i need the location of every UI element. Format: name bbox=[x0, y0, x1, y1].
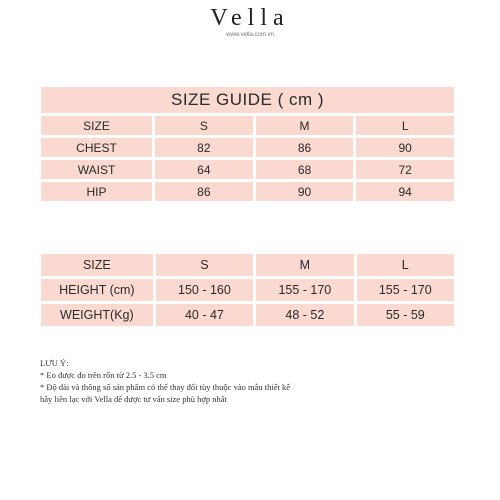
table-row bbox=[41, 160, 454, 179]
table-row bbox=[41, 138, 454, 157]
table-cell: 82 bbox=[155, 138, 256, 157]
table-row bbox=[41, 254, 454, 276]
table-cell: SIZE bbox=[41, 254, 156, 276]
table-cell: M bbox=[256, 254, 356, 276]
table-cell: 72 bbox=[356, 160, 454, 179]
height-weight-table bbox=[41, 251, 454, 329]
table-row bbox=[41, 182, 454, 201]
table-cell: HEIGHT (cm) bbox=[41, 279, 156, 301]
table-row bbox=[41, 279, 454, 301]
table-cell: 150 - 160 bbox=[156, 279, 256, 301]
table-cell: 155 - 170 bbox=[357, 279, 454, 301]
table-cell: 90 bbox=[356, 138, 454, 157]
table-cell: 90 bbox=[256, 182, 357, 201]
table-cell: 68 bbox=[256, 160, 357, 179]
table-cell: SIZE bbox=[41, 116, 155, 135]
table-cell: WEIGHT(Kg) bbox=[41, 304, 156, 326]
table-cell: 86 bbox=[256, 138, 357, 157]
brand-header bbox=[0, 4, 500, 38]
table-title-row bbox=[41, 87, 454, 113]
table-cell: L bbox=[356, 116, 454, 135]
table-cell: WAIST bbox=[41, 160, 155, 179]
table-cell: 48 - 52 bbox=[256, 304, 356, 326]
note-line: * Eo được đo trên rốn từ 2.5 - 3.5 cm bbox=[40, 370, 167, 380]
table-cell: CHEST bbox=[41, 138, 155, 157]
table-cell: 86 bbox=[155, 182, 256, 201]
brand-logo: Vella bbox=[210, 5, 290, 31]
notes-heading: LƯU Ý: bbox=[40, 358, 69, 368]
table-cell: 64 bbox=[155, 160, 256, 179]
brand-url: www.vella.com.vn bbox=[226, 32, 274, 38]
table-cell: 55 - 59 bbox=[357, 304, 454, 326]
table-cell: L bbox=[357, 254, 454, 276]
table-cell: 40 - 47 bbox=[156, 304, 256, 326]
notes-section bbox=[40, 357, 480, 405]
table-cell: S bbox=[156, 254, 256, 276]
table-cell: HIP bbox=[41, 182, 155, 201]
table-cell: S bbox=[155, 116, 256, 135]
table-row bbox=[41, 116, 454, 135]
table-cell: 94 bbox=[356, 182, 454, 201]
note-line: hãy liên lạc với Vella để được tư vấn size phù hợp nhất bbox=[40, 394, 227, 404]
size-guide-table bbox=[41, 84, 454, 204]
note-line: * Độ dài và thông số sản phẩm có thể thay đổi tùy thuộc vào mẫu thiết kế bbox=[40, 382, 290, 392]
table-cell: M bbox=[256, 116, 357, 135]
table-row bbox=[41, 304, 454, 326]
table-cell: 155 - 170 bbox=[256, 279, 356, 301]
table-title: SIZE GUIDE ( cm ) bbox=[41, 87, 454, 113]
